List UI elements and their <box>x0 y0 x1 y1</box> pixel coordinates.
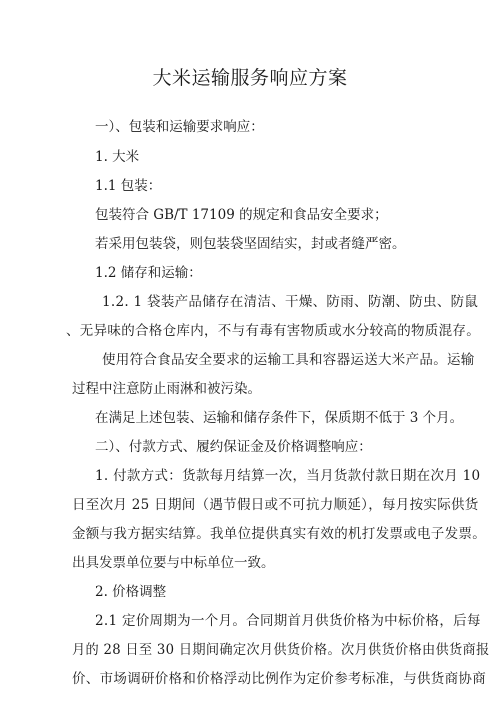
paragraph-line: 若采用包装袋，则包装袋坚固结实，封或者缝严密。 <box>95 236 406 252</box>
paragraph-line: 1.2. 1 袋装产品储存在清洁、干燥、防雨、防潮、防虫、防鼠 <box>102 294 479 310</box>
section-heading-packaging: 一）、包装和运输要求响应： <box>95 119 264 135</box>
paragraph-line: 包装符合 GB/T 17109 的规定和食品安全要求； <box>95 207 388 223</box>
paragraph-line: 2.1 定价周期为一个月。合同期首月供货价格为中标价格，后每 <box>95 613 481 629</box>
paragraph-line: 日至次月 25 日期间（遇节假日或不可抗力顺延），每月按实际供货 <box>72 497 479 513</box>
subsection-heading-storage: 1.2 储存和运输： <box>95 265 202 281</box>
document-title: 大米运输服务响应方案 <box>152 67 348 89</box>
paragraph-line: 1. 付款方式：货款每月结算一次，当月货款付款日期在次月 10 <box>95 468 481 484</box>
subsection-heading-rice: 1. 大米 <box>95 149 140 165</box>
subsection-heading-packaging: 1.1 包装： <box>95 178 162 194</box>
subsection-heading-price: 2. 价格调整 <box>95 584 167 600</box>
paragraph-line: 价、市场调研价格和价格浮动比例作为定价参考标准，与供货商协商 <box>72 671 486 687</box>
paragraph-line: 、无异味的合格仓库内，不与有毒有害物质或水分较高的物质混存。 <box>66 323 480 339</box>
paragraph-line: 月的 28 日至 30 日期间确定次月供货价格。次月供货价格由供货商报 <box>72 642 490 658</box>
paragraph-line: 在满足上述包装、运输和储存条件下，保质期不低于 3 个月。 <box>95 410 464 426</box>
paragraph-line: 出具发票单位要与中标单位一致。 <box>72 555 275 571</box>
paragraph-line: 金额与我方据实结算。我单位提供真实有效的机打发票或电子发票。 <box>72 526 486 542</box>
paragraph-line: 过程中注意防止雨淋和被污染。 <box>72 381 261 397</box>
paragraph-line: 使用符合食品安全要求的运输工具和容器运送大米产品。运输 <box>102 352 475 368</box>
section-heading-payment: 二）、付款方式、履约保证金及价格调整响应： <box>95 439 372 455</box>
